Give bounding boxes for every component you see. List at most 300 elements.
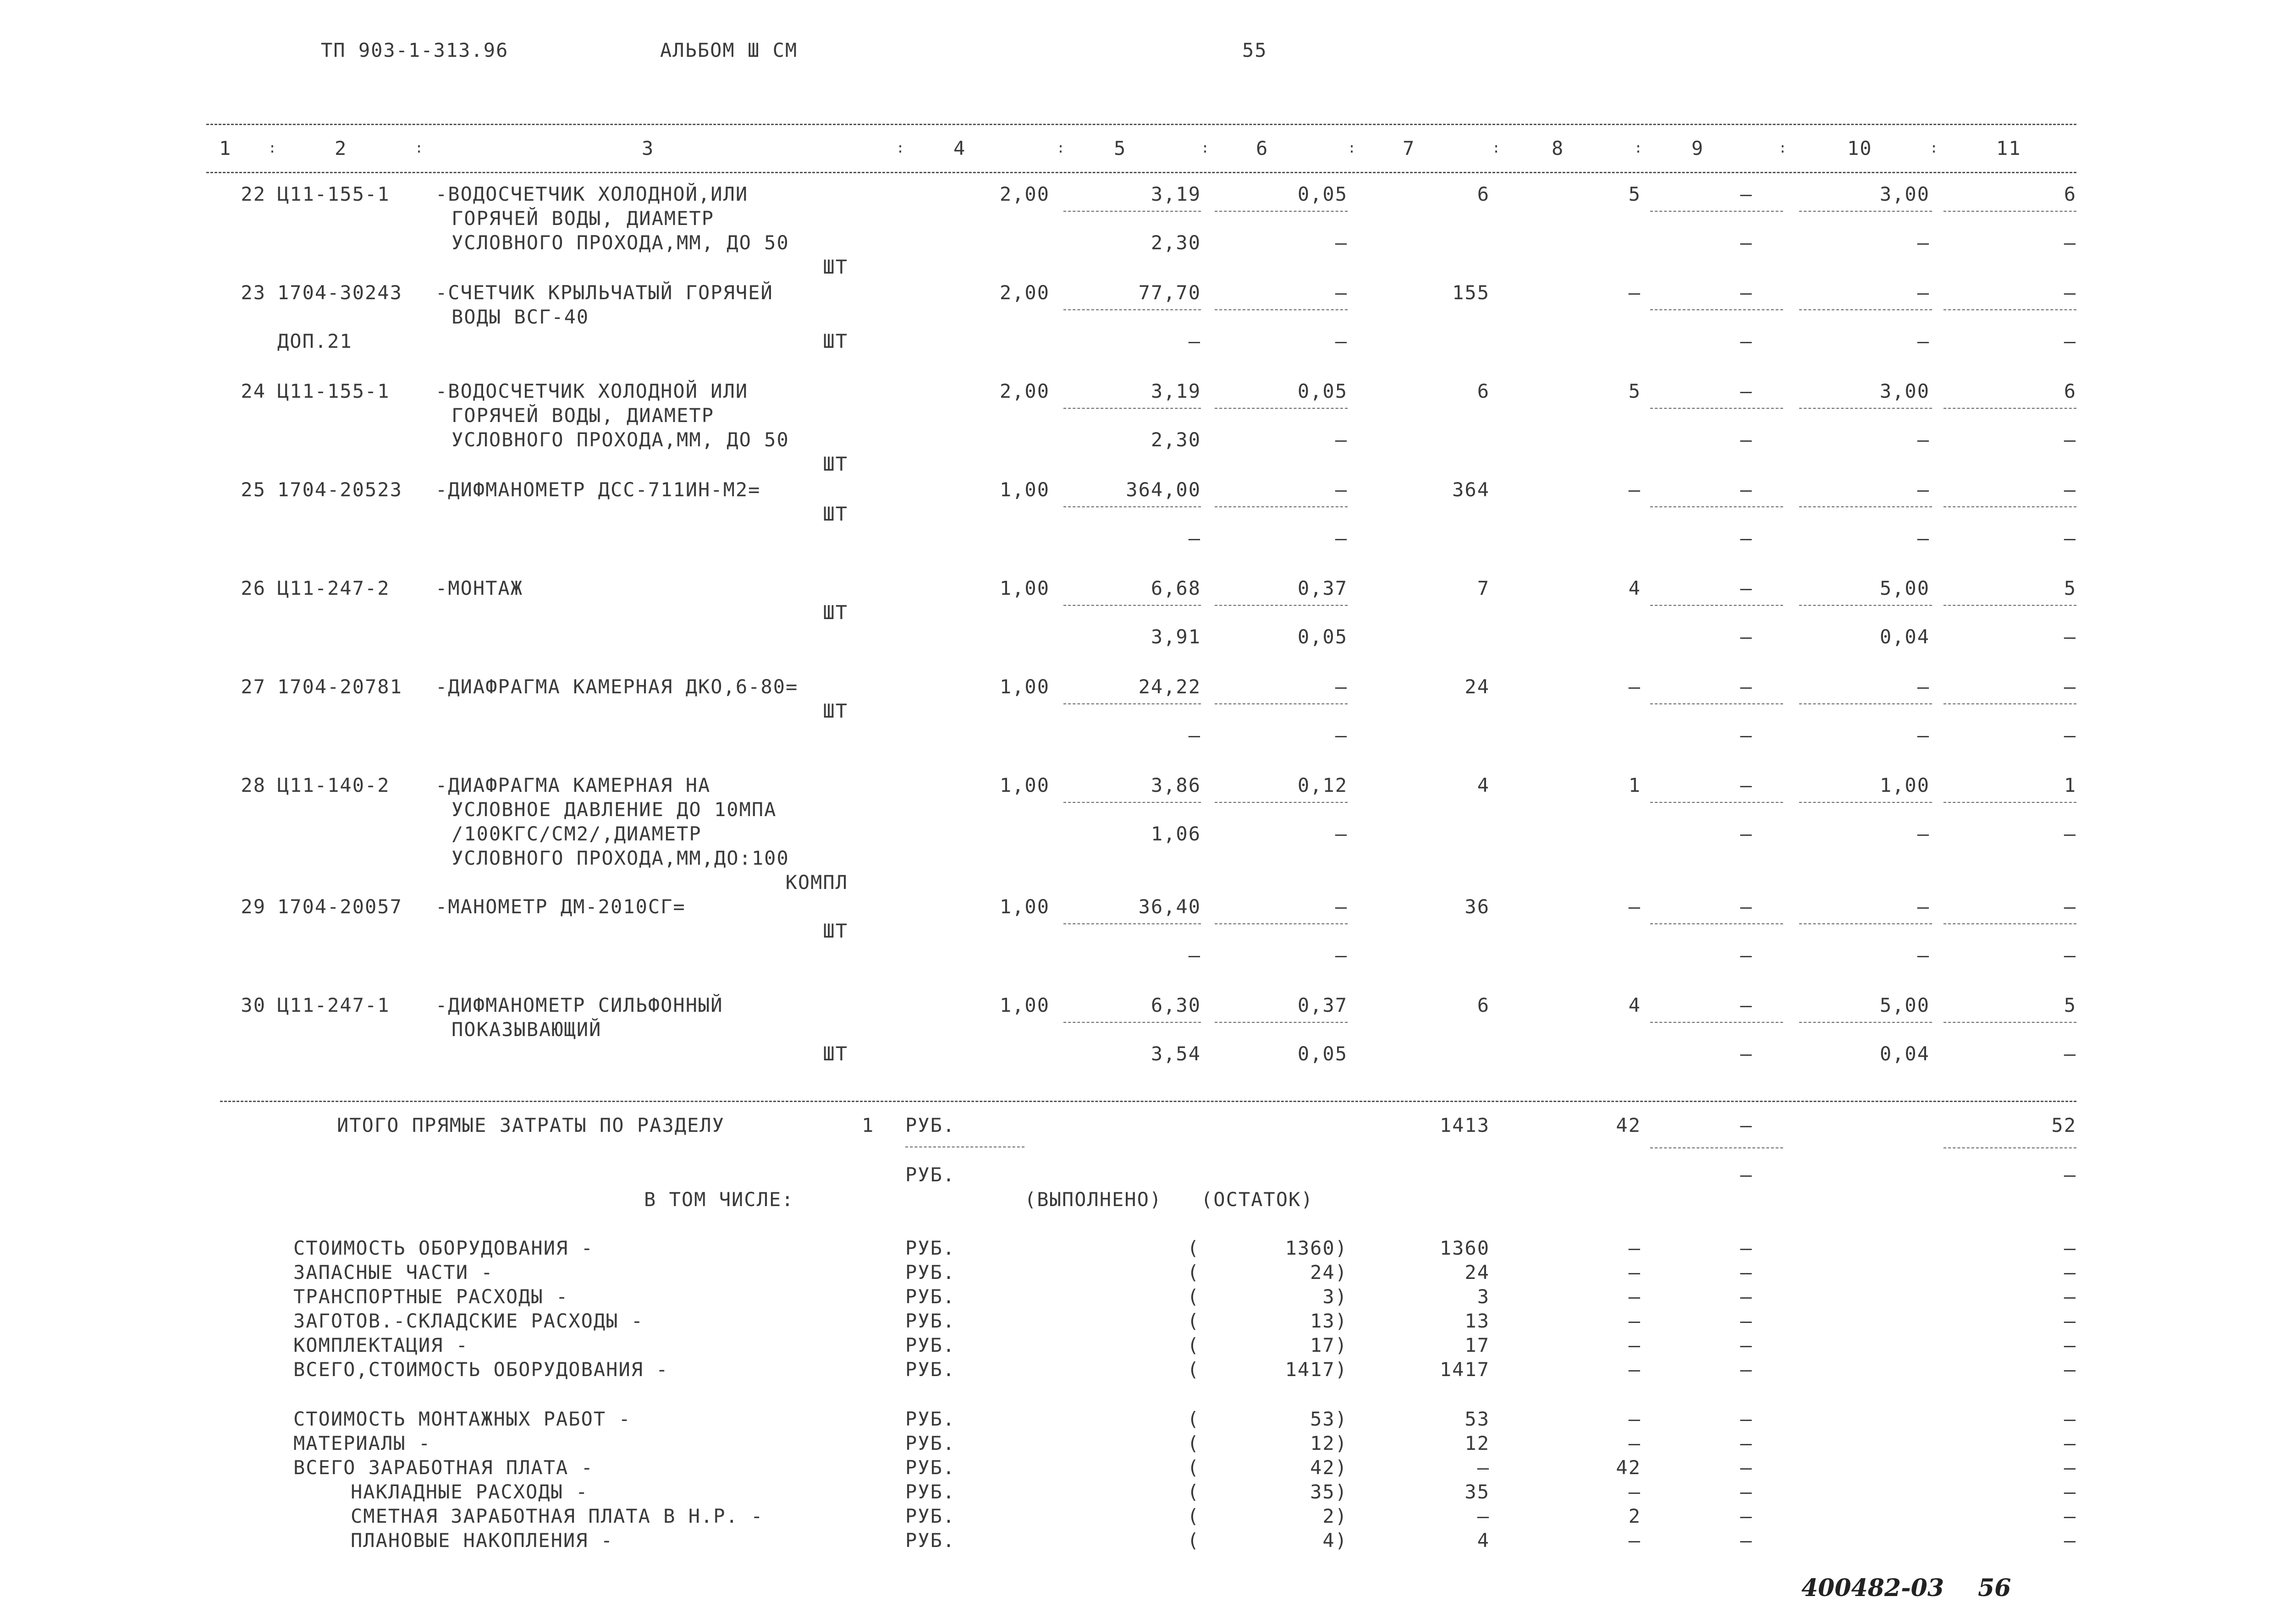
- summary-c8: 42: [1616, 1456, 1641, 1479]
- row-c11a: –: [2064, 478, 2076, 501]
- row-code: Ц11-155-1: [277, 183, 390, 205]
- column-header-7: 7: [1403, 137, 1415, 159]
- column-header-2: 2: [335, 137, 347, 159]
- column-header-1: 1: [219, 137, 232, 159]
- summary-c7: 1417: [1439, 1358, 1490, 1381]
- row-c9-underline: [1650, 703, 1783, 704]
- row-c6b: –: [1335, 330, 1348, 352]
- row-c5-underline: [1063, 309, 1201, 310]
- row-c6b: –: [1335, 428, 1348, 451]
- row-c10-underline: [1799, 211, 1932, 212]
- row-quantity: 1,00: [999, 577, 1050, 599]
- summary-done-value: 35): [1310, 1481, 1348, 1503]
- row-number: 29: [241, 895, 266, 918]
- row-c10a: –: [1917, 895, 1930, 918]
- summary-c8: –: [1628, 1310, 1641, 1332]
- row-code: Ц11-140-2: [277, 774, 390, 796]
- row-c11b: –: [2064, 231, 2076, 254]
- row-c8: 5: [1628, 380, 1641, 402]
- summary-c11: –: [2064, 1358, 2076, 1381]
- row-description-line: УСЛОВНОЕ ДАВЛЕНИЕ ДО 10МПА: [451, 798, 777, 821]
- row-c9-underline: [1650, 408, 1783, 409]
- column-separator: :: [1348, 140, 1357, 156]
- row-c9b: –: [1740, 625, 1753, 648]
- row-c7: 6: [1477, 183, 1490, 205]
- row-c11-underline: [1944, 1022, 2076, 1023]
- section-end-rule: [220, 1101, 2076, 1102]
- row-c9b: –: [1740, 944, 1753, 966]
- summary-c8: –: [1628, 1237, 1641, 1259]
- row-c10-underline: [1799, 605, 1932, 606]
- row-c11b: –: [2064, 428, 2076, 451]
- row-c6-underline: [1215, 1022, 1348, 1023]
- total-c9a: –: [1740, 1114, 1753, 1136]
- row-c8: 4: [1628, 994, 1641, 1016]
- row-c10a: 5,00: [1879, 994, 1930, 1016]
- summary-done-value: 2): [1322, 1505, 1348, 1527]
- summary-c9: –: [1740, 1529, 1753, 1552]
- summary-c7: 4: [1477, 1529, 1490, 1552]
- summary-c8: –: [1628, 1358, 1641, 1381]
- row-c6a: –: [1335, 895, 1348, 918]
- summary-c11: –: [2064, 1456, 2076, 1479]
- summary-paren: (: [1187, 1456, 1200, 1479]
- summary-c7: 35: [1465, 1481, 1490, 1503]
- row-unit-cost-total: 3,19: [1151, 183, 1201, 205]
- row-c10b: –: [1917, 231, 1930, 254]
- summary-c8: –: [1628, 1481, 1641, 1503]
- summary-c11: –: [2064, 1285, 2076, 1308]
- column-header-5: 5: [1114, 137, 1127, 159]
- row-code: Ц11-247-1: [277, 994, 390, 1016]
- row-c9b: –: [1740, 1042, 1753, 1065]
- row-c6-underline: [1215, 802, 1348, 803]
- row-c9b: –: [1740, 724, 1753, 746]
- column-header-6: 6: [1256, 137, 1269, 159]
- row-c11-underline: [1944, 506, 2076, 507]
- summary-c11: –: [2064, 1432, 2076, 1454]
- row-unit: ШТ: [823, 330, 848, 352]
- row-c7: 155: [1452, 281, 1490, 304]
- row-unit-cost-wages: –: [1188, 527, 1201, 549]
- row-number: 30: [241, 994, 266, 1016]
- column-separator: :: [1930, 140, 1939, 156]
- row-code: Ц11-155-1: [277, 380, 390, 402]
- row-c11a: –: [2064, 675, 2076, 698]
- row-unit: ШТ: [823, 453, 848, 475]
- row-c10-underline: [1799, 506, 1932, 507]
- row-unit-cost-wages: 3,91: [1151, 625, 1201, 648]
- row-c9a: –: [1740, 183, 1753, 205]
- row-c9b: –: [1740, 231, 1753, 254]
- column-header-9: 9: [1691, 137, 1704, 159]
- row-code: 1704-20523: [277, 478, 402, 501]
- row-c5-underline: [1063, 802, 1201, 803]
- total-unit: РУБ.: [905, 1114, 956, 1136]
- summary-c7: 12: [1465, 1432, 1490, 1454]
- row-c5-underline: [1063, 506, 1201, 507]
- row-c6b: –: [1335, 823, 1348, 845]
- row-c5-underline: [1063, 408, 1201, 409]
- summary-paren: (: [1187, 1310, 1200, 1332]
- row-c7: 364: [1452, 478, 1490, 501]
- row-c10-underline: [1799, 1022, 1932, 1023]
- summary-c11: –: [2064, 1505, 2076, 1527]
- summary-c9: –: [1740, 1261, 1753, 1284]
- summary-c8: –: [1628, 1334, 1641, 1356]
- row-c9-underline: [1650, 211, 1783, 212]
- row-description-line: -ДИФМАНОМЕТР ДСС-711ИН-М2=: [435, 478, 761, 501]
- row-c6-underline: [1215, 923, 1348, 924]
- row-unit-cost-total: 3,19: [1151, 380, 1201, 402]
- column-separator: :: [1057, 140, 1066, 156]
- row-c9-underline: [1650, 309, 1783, 310]
- row-c8: –: [1628, 675, 1641, 698]
- row-description-line: -МОНТАЖ: [435, 577, 523, 599]
- summary-unit: РУБ.: [905, 1285, 956, 1308]
- total-c11-underline: [1944, 1147, 2076, 1148]
- summary-c11: –: [2064, 1261, 2076, 1284]
- summary-done-value: 24): [1310, 1261, 1348, 1284]
- column-header-4: 4: [953, 137, 966, 159]
- summary-unit: РУБ.: [905, 1481, 956, 1503]
- summary-c11: –: [2064, 1408, 2076, 1430]
- summary-paren: (: [1187, 1408, 1200, 1430]
- row-c6b: –: [1335, 944, 1348, 966]
- row-c11-underline: [1944, 605, 2076, 606]
- row-c6a: –: [1335, 675, 1348, 698]
- row-number: 25: [241, 478, 266, 501]
- row-unit-cost-total: 364,00: [1126, 478, 1201, 501]
- summary-c8: –: [1628, 1432, 1641, 1454]
- row-unit-cost-total: 77,70: [1138, 281, 1201, 304]
- row-c9a: –: [1740, 577, 1753, 599]
- summary-unit: РУБ.: [905, 1237, 956, 1259]
- summary-paren: (: [1187, 1334, 1200, 1356]
- row-c11-underline: [1944, 802, 2076, 803]
- row-description-line: -ДИАФРАГМА КАМЕРНАЯ НА: [435, 774, 711, 796]
- row-c10b: –: [1917, 823, 1930, 845]
- row-c9a: –: [1740, 994, 1753, 1016]
- summary-done-value: 1417): [1285, 1358, 1348, 1381]
- column-header-10: 10: [1847, 137, 1872, 159]
- row-description-line: ВОДЫ ВСГ-40: [451, 306, 589, 328]
- row-c9a: –: [1740, 380, 1753, 402]
- summary-c11: –: [2064, 1310, 2076, 1332]
- summary-paren: (: [1187, 1358, 1200, 1381]
- row-quantity: 1,00: [999, 774, 1050, 796]
- summary-label: ПЛАНОВЫЕ НАКОПЛЕНИЯ -: [351, 1529, 614, 1552]
- row-c10a: 1,00: [1879, 774, 1930, 796]
- row-c8: –: [1628, 281, 1641, 304]
- summary-c11: –: [2064, 1334, 2076, 1356]
- row-c11a: 5: [2064, 994, 2076, 1016]
- summary-c11: –: [2064, 1529, 2076, 1552]
- row-description-line: -ВОДОСЧЕТЧИК ХОЛОДНОЙ ИЛИ: [435, 380, 749, 402]
- row-number: 23: [241, 281, 266, 304]
- summary-label: СМЕТНАЯ ЗАРАБОТНАЯ ПЛАТА В Н.Р. -: [351, 1505, 764, 1527]
- including-label: В ТОМ ЧИСЛЕ:: [644, 1188, 794, 1211]
- summary-label: ЗАПАСНЫЕ ЧАСТИ -: [293, 1261, 494, 1284]
- summary-c9: –: [1740, 1358, 1753, 1381]
- row-quantity: 1,00: [999, 478, 1050, 501]
- row-c9-underline: [1650, 802, 1783, 803]
- row-c9a: –: [1740, 895, 1753, 918]
- header-top-rule: [206, 124, 2076, 125]
- row-unit: ШТ: [823, 700, 848, 722]
- row-unit-cost-total: 6,68: [1151, 577, 1201, 599]
- row-c10-underline: [1799, 802, 1932, 803]
- row-c9b: –: [1740, 428, 1753, 451]
- row-description-line: -МАНОМЕТР ДМ-2010СГ=: [435, 895, 686, 918]
- row-c5-underline: [1063, 605, 1201, 606]
- row-c10-underline: [1799, 923, 1932, 924]
- summary-paren: (: [1187, 1261, 1200, 1284]
- row-unit-cost-total: 24,22: [1138, 675, 1201, 698]
- row-c10b: 0,04: [1879, 1042, 1930, 1065]
- row-c9-underline: [1650, 506, 1783, 507]
- row-quantity: 1,00: [999, 895, 1050, 918]
- row-c9b: –: [1740, 823, 1753, 845]
- doc-code: ТП 903-1-313.96: [321, 39, 509, 61]
- summary-paren: (: [1187, 1285, 1200, 1308]
- row-c6a: 0,05: [1297, 380, 1348, 402]
- row-c10a: –: [1917, 281, 1930, 304]
- summary-done-value: 53): [1310, 1408, 1348, 1430]
- summary-label: ВСЕГО ЗАРАБОТНАЯ ПЛАТА -: [293, 1456, 594, 1479]
- row-c9a: –: [1740, 478, 1753, 501]
- summary-label: НАКЛАДНЫЕ РАСХОДЫ -: [351, 1481, 589, 1503]
- row-unit: ШТ: [823, 503, 848, 525]
- row-description-line: ПОКАЗЫВАЮЩИЙ: [451, 1018, 602, 1041]
- row-c9a: –: [1740, 675, 1753, 698]
- summary-c9: –: [1740, 1408, 1753, 1430]
- row-c5-underline: [1063, 923, 1201, 924]
- row-quantity: 2,00: [999, 380, 1050, 402]
- row-c6b: –: [1335, 527, 1348, 549]
- row-c6a: 0,12: [1297, 774, 1348, 796]
- page-number: 55: [1242, 39, 1267, 61]
- row-c10b: –: [1917, 527, 1930, 549]
- row-c10a: –: [1917, 478, 1930, 501]
- row-c9-underline: [1650, 605, 1783, 606]
- summary-c9: –: [1740, 1456, 1753, 1479]
- row-quantity: 2,00: [999, 281, 1050, 304]
- row-unit-cost-wages: 3,54: [1151, 1042, 1201, 1065]
- summary-done-value: 13): [1310, 1310, 1348, 1332]
- row-c9-underline: [1650, 923, 1783, 924]
- column-header-3: 3: [642, 137, 655, 159]
- handwritten-page: 56: [1978, 1574, 2011, 1602]
- summary-done-value: 17): [1310, 1334, 1348, 1356]
- row-unit: ШТ: [823, 1042, 848, 1065]
- column-separator: :: [1634, 140, 1644, 156]
- row-number: 26: [241, 577, 266, 599]
- row-c7: 24: [1465, 675, 1490, 698]
- summary-c7: 3: [1477, 1285, 1490, 1308]
- row-c11a: 6: [2064, 183, 2076, 205]
- total-unit2: РУБ.: [905, 1163, 956, 1186]
- header-bottom-rule: [206, 172, 2076, 173]
- summary-unit: РУБ.: [905, 1505, 956, 1527]
- summary-c8: –: [1628, 1261, 1641, 1284]
- summary-label: МАТЕРИАЛЫ -: [293, 1432, 431, 1454]
- column-header-8: 8: [1552, 137, 1564, 159]
- row-quantity: 2,00: [999, 183, 1050, 205]
- column-separator: :: [896, 140, 906, 156]
- column-separator: :: [268, 140, 278, 156]
- summary-c11: –: [2064, 1481, 2076, 1503]
- summary-c11: –: [2064, 1237, 2076, 1259]
- row-c6b: –: [1335, 724, 1348, 746]
- summary-c8: 2: [1628, 1505, 1641, 1527]
- row-c7: 6: [1477, 994, 1490, 1016]
- summary-unit: РУБ.: [905, 1358, 956, 1381]
- summary-unit: РУБ.: [905, 1432, 956, 1454]
- row-quantity: 1,00: [999, 675, 1050, 698]
- row-c7: 4: [1477, 774, 1490, 796]
- handwritten-code: 400482-03: [1801, 1574, 1944, 1602]
- column-separator: :: [1201, 140, 1211, 156]
- row-unit-cost-wages: –: [1188, 724, 1201, 746]
- summary-c7: –: [1477, 1456, 1490, 1479]
- summary-c7: 24: [1465, 1261, 1490, 1284]
- row-description-line: -ДИФМАНОМЕТР СИЛЬФОННЫЙ: [435, 994, 723, 1016]
- row-c5-underline: [1063, 211, 1201, 212]
- row-c11-underline: [1944, 408, 2076, 409]
- row-description-line: ГОРЯЧЕЙ ВОДЫ, ДИАМЕТР: [451, 404, 715, 427]
- summary-paren: (: [1187, 1529, 1200, 1552]
- summary-done-value: 4): [1322, 1529, 1348, 1552]
- row-c10b: –: [1917, 428, 1930, 451]
- summary-unit: РУБ.: [905, 1334, 956, 1356]
- row-description-line: ГОРЯЧЕЙ ВОДЫ, ДИАМЕТР: [451, 207, 715, 230]
- row-description-line: -СЧЕТЧИК КРЫЛЬЧАТЫЙ ГОРЯЧЕЙ: [435, 281, 773, 304]
- row-c11-underline: [1944, 309, 2076, 310]
- row-unit: ШТ: [823, 601, 848, 624]
- row-unit-cost-wages: 1,06: [1151, 823, 1201, 845]
- row-number: 24: [241, 380, 266, 402]
- row-unit: ШТ: [823, 256, 848, 278]
- summary-paren: (: [1187, 1481, 1200, 1503]
- row-c10b: –: [1917, 724, 1930, 746]
- row-c11-underline: [1944, 211, 2076, 212]
- row-c10b: –: [1917, 944, 1930, 966]
- row-c6b: 0,05: [1297, 625, 1348, 648]
- summary-c7: 53: [1465, 1408, 1490, 1430]
- row-c6a: 0,37: [1297, 577, 1348, 599]
- summary-c9: –: [1740, 1310, 1753, 1332]
- row-c6b: 0,05: [1297, 1042, 1348, 1065]
- row-number: 28: [241, 774, 266, 796]
- row-c6-underline: [1215, 703, 1348, 704]
- row-unit-cost-wages: 2,30: [1151, 428, 1201, 451]
- row-code: 1704-20781: [277, 675, 402, 698]
- row-c10a: 5,00: [1879, 577, 1930, 599]
- total-c8: 42: [1616, 1114, 1641, 1136]
- row-c10a: 3,00: [1879, 380, 1930, 402]
- summary-c9: –: [1740, 1285, 1753, 1308]
- row-c9a: –: [1740, 281, 1753, 304]
- row-c10b: 0,04: [1879, 625, 1930, 648]
- row-code: 1704-30243: [277, 281, 402, 304]
- row-c11b: –: [2064, 625, 2076, 648]
- row-c8: 5: [1628, 183, 1641, 205]
- total-c9b: –: [1740, 1163, 1753, 1186]
- summary-paren: (: [1187, 1432, 1200, 1454]
- summary-label: СТОИМОСТЬ МОНТАЖНЫХ РАБОТ -: [293, 1408, 631, 1430]
- row-c7: 7: [1477, 577, 1490, 599]
- row-c10a: 3,00: [1879, 183, 1930, 205]
- row-description-line: /100КГС/СМ2/,ДИАМЕТР: [451, 823, 702, 845]
- summary-unit: РУБ.: [905, 1456, 956, 1479]
- summary-label: ЗАГОТОВ.-СКЛАДСКИЕ РАСХОДЫ -: [293, 1310, 644, 1332]
- total-c11b: –: [2064, 1163, 2076, 1186]
- row-unit: КОМПЛ: [785, 871, 848, 894]
- summary-label: СТОИМОСТЬ ОБОРУДОВАНИЯ -: [293, 1237, 594, 1259]
- summary-paren: (: [1187, 1505, 1200, 1527]
- row-unit-cost-total: 3,86: [1151, 774, 1201, 796]
- row-c6a: –: [1335, 478, 1348, 501]
- row-c11-underline: [1944, 703, 2076, 704]
- album-label: АЛЬБОМ Ш СМ: [660, 39, 798, 61]
- row-c10b: –: [1917, 330, 1930, 352]
- row-c11a: 6: [2064, 380, 2076, 402]
- row-c6a: 0,37: [1297, 994, 1348, 1016]
- row-c9b: –: [1740, 330, 1753, 352]
- row-c8: 4: [1628, 577, 1641, 599]
- row-number: 22: [241, 183, 266, 205]
- row-c11-underline: [1944, 923, 2076, 924]
- column-separator: :: [1778, 140, 1788, 156]
- row-c10a: –: [1917, 675, 1930, 698]
- row-c6-underline: [1215, 506, 1348, 507]
- total-c7: 1413: [1439, 1114, 1490, 1136]
- row-number: 27: [241, 675, 266, 698]
- summary-label: КОМПЛЕКТАЦИЯ -: [293, 1334, 469, 1356]
- row-c6b: –: [1335, 231, 1348, 254]
- summary-done-value: 42): [1310, 1456, 1348, 1479]
- summary-c7: 1360: [1439, 1237, 1490, 1259]
- summary-unit: РУБ.: [905, 1310, 956, 1332]
- row-c11a: –: [2064, 895, 2076, 918]
- total-c9-underline: [1650, 1147, 1783, 1148]
- row-c7: 6: [1477, 380, 1490, 402]
- row-c5-underline: [1063, 1022, 1201, 1023]
- row-code: Ц11-247-2: [277, 577, 390, 599]
- summary-unit: РУБ.: [905, 1261, 956, 1284]
- row-description-line: -ВОДОСЧЕТЧИК ХОЛОДНОЙ,ИЛИ: [435, 183, 749, 205]
- row-c10-underline: [1799, 408, 1932, 409]
- row-c6-underline: [1215, 309, 1348, 310]
- total-label: ИТОГО ПРЯМЫЕ ЗАТРАТЫ ПО РАЗДЕЛУ: [337, 1114, 725, 1136]
- row-c7: 36: [1465, 895, 1490, 918]
- summary-done-value: 3): [1322, 1285, 1348, 1308]
- summary-label: ТРАНСПОРТНЫЕ РАСХОДЫ -: [293, 1285, 569, 1308]
- summary-c8: –: [1628, 1285, 1641, 1308]
- summary-c8: –: [1628, 1529, 1641, 1552]
- row-c6a: –: [1335, 281, 1348, 304]
- row-c11b: –: [2064, 944, 2076, 966]
- summary-c9: –: [1740, 1481, 1753, 1503]
- row-c6-underline: [1215, 408, 1348, 409]
- row-unit-cost-wages: 2,30: [1151, 231, 1201, 254]
- column-separator: :: [415, 140, 424, 156]
- summary-paren: (: [1187, 1237, 1200, 1259]
- total-section: 1: [862, 1114, 875, 1136]
- summary-c9: –: [1740, 1432, 1753, 1454]
- row-description-line: УСЛОВНОГО ПРОХОДА,ММ, ДО 50: [451, 428, 789, 451]
